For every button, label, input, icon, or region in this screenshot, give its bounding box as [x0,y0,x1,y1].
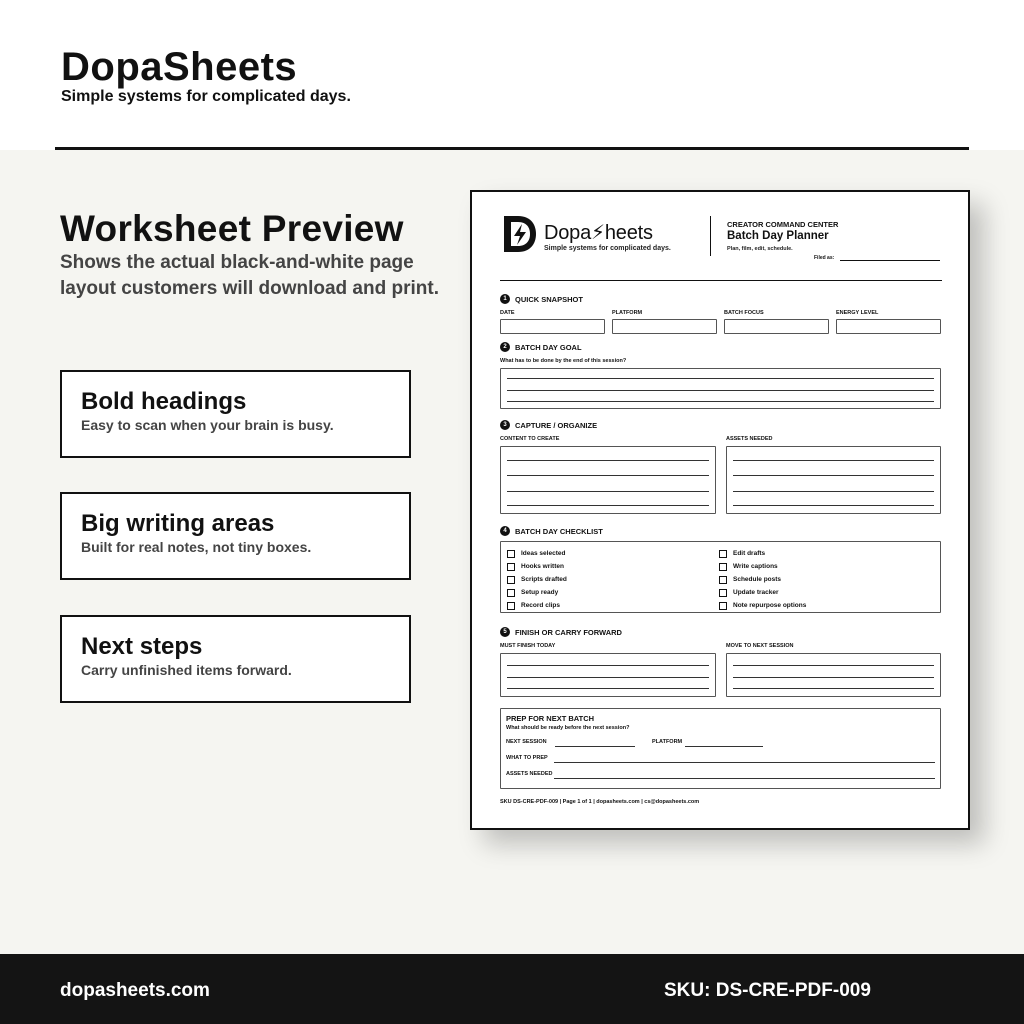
move-to-next-session-area[interactable] [726,653,941,697]
brand-title: DopaSheets [61,45,298,89]
worksheet-subtitle: Plan, film, edit, schedule. [727,246,793,252]
filed-as-line [840,260,940,261]
worksheet-kicker: CREATOR COMMAND CENTER [727,220,839,229]
section-heading: FINISH OR CARRY FORWARD [515,627,622,637]
section-quick-snapshot [500,294,583,304]
checklist-left-column [507,547,567,612]
section-number: 1 [500,294,510,304]
section-heading: BATCH DAY GOAL [515,342,582,352]
checklist-item[interactable] [507,586,567,599]
section-description: Shows the actual black-and-white page layout customers will download and print. [60,252,439,299]
checklist-label: Hooks written [521,563,564,570]
must-finish-today-area[interactable] [500,653,716,697]
what-to-prep-label: WHAT TO PREP [506,755,548,761]
worksheet-brand: Dopa⚡heets [544,222,653,244]
checklist-item[interactable] [507,547,567,560]
prep-for-next-batch-box [500,708,941,789]
checklist-item[interactable] [507,560,567,573]
batch-focus-field[interactable] [724,319,829,334]
footer-sku: SKU: DS-CRE-PDF-009 [664,980,871,1001]
section-heading: BATCH DAY CHECKLIST [515,526,603,536]
date-field[interactable] [500,319,605,334]
section-number: 5 [500,627,510,637]
move-to-next-session-label: MOVE TO NEXT SESSION [726,643,794,649]
checkbox[interactable] [719,550,727,558]
feature-title: Next steps [81,633,203,660]
feature-card-writing-areas [60,492,411,580]
section-number: 3 [500,420,510,430]
checklist-item[interactable] [507,599,567,612]
section-batch-day-checklist [500,526,603,536]
feature-description: Built for real notes, not tiny boxes. [81,539,312,555]
section-capture-organize [500,420,597,430]
field-label-energy-level: ENERGY LEVEL [836,310,879,316]
checklist-item[interactable] [719,573,806,586]
section-heading: CAPTURE / ORGANIZE [515,420,598,430]
checkbox[interactable] [719,576,727,584]
checklist-item[interactable] [719,560,806,573]
feature-card-next-steps [60,615,411,703]
worksheet-title: Batch Day Planner [727,230,829,242]
checklist-label: Setup ready [521,589,559,596]
page-header [0,0,1024,150]
checkbox[interactable] [507,589,515,597]
field-label-platform: PLATFORM [612,310,643,316]
worksheet-preview [470,190,970,830]
section-batch-day-goal [500,342,582,352]
assets-needed-prep-label: ASSETS NEEDED [506,771,553,777]
next-session-line[interactable] [555,746,635,747]
feature-description: Carry unfinished items forward. [81,662,292,678]
worksheet-footer: SKU DS-CRE-PDF-009 | Page 1 of 1 | dopasheets.com | cs@dopasheets.com [500,799,700,805]
checkbox[interactable] [719,589,727,597]
platform-field[interactable] [612,319,717,334]
prep-title: PREP FOR NEXT BATCH [506,714,595,723]
platform-line[interactable] [685,746,763,747]
checklist-item[interactable] [507,573,567,586]
dopasheets-logo-icon [502,214,538,254]
checklist-item[interactable] [719,547,806,560]
checkbox[interactable] [507,550,515,558]
feature-title: Big writing areas [81,510,275,537]
feature-description: Easy to scan when your brain is busy. [81,417,334,433]
what-to-prep-line[interactable] [554,762,935,763]
footer-site-link[interactable]: dopasheets.com [60,980,210,1001]
checklist-item[interactable] [719,599,806,612]
section-finish-or-carry-forward [500,627,622,637]
content-to-create-label: CONTENT TO CREATE [500,436,560,442]
section-heading: QUICK SNAPSHOT [515,294,583,304]
checkbox[interactable] [507,563,515,571]
brand-tagline: Simple systems for complicated days. [61,88,351,105]
content-to-create-area[interactable] [500,446,716,514]
assets-needed-area[interactable] [726,446,941,514]
section-number: 2 [500,342,510,352]
checklist-label: Schedule posts [733,576,782,583]
section-title: Worksheet Preview [60,208,404,249]
checklist-label: Edit drafts [733,550,766,557]
field-label-batch-focus: BATCH FOCUS [724,310,764,316]
goal-prompt: What has to be done by the end of this session? [500,358,627,364]
checkbox[interactable] [719,602,727,610]
section-number: 4 [500,526,510,536]
field-label-date: DATE [500,310,515,316]
checkbox[interactable] [719,563,727,571]
worksheet-brand-tagline: Simple systems for complicated days. [544,245,671,252]
feature-title: Bold headings [81,388,247,415]
next-session-label: NEXT SESSION [506,739,547,745]
worksheet-header-rule [500,280,942,281]
checklist-label: Record clips [521,602,561,609]
checklist-label: Note repurpose options [733,602,807,609]
checklist-label: Write captions [733,563,778,570]
feature-card-bold-headings [60,370,411,458]
energy-level-field[interactable] [836,319,941,334]
header-vertical-divider [710,216,711,256]
assets-needed-line[interactable] [554,778,935,779]
checklist-box [500,541,941,613]
prep-prompt: What should be ready before the next session? [506,725,630,731]
checklist-item[interactable] [719,586,806,599]
filed-as-label: Filed as: [814,255,835,261]
checklist-label: Ideas selected [521,550,566,557]
checklist-right-column [719,547,806,612]
checklist-label: Update tracker [733,589,779,596]
platform-label: PLATFORM [652,739,683,745]
checklist-label: Scripts drafted [521,576,567,583]
assets-needed-label: ASSETS NEEDED [726,436,773,442]
checkbox[interactable] [507,602,515,610]
must-finish-today-label: MUST FINISH TODAY [500,643,556,649]
checkbox[interactable] [507,576,515,584]
goal-writing-area[interactable] [500,368,941,409]
